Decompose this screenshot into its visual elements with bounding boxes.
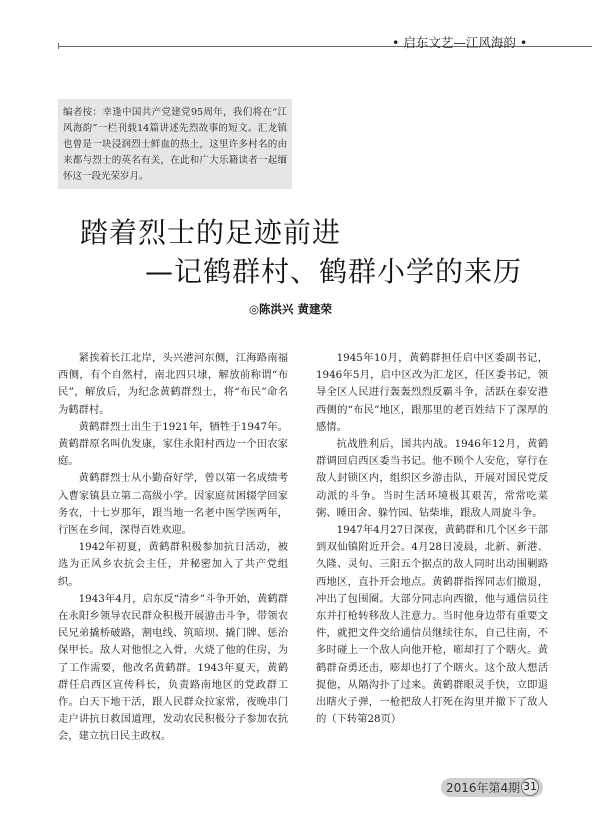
left-column [58, 350, 288, 746]
paragraph: 紧挨着长江北岸，头兴港河东侧，江海路南福西侧，有个自然村，南北四只埭，解放前称谓“布民”，解放后，为纪念黄鹤群烈士，将“布民”命名为鹤群村。 [58, 352, 288, 416]
paragraph: 1945年10月，黄鹤群担任启中区委副书记，1946年5月，启中区改为汇龙区，任区委书记，领导全区人民进行轰轰烈烈反霸斗争，活跃在泰安港西侧的“布民”地区，跟那里的老百姓结下了深厚的感情。 [316, 352, 548, 433]
paragraph: 1943年4月，启东反“清乡”斗争开始，黄鹤群在永阳乡领导农民群众积极开展游击斗争，带领农民兄弟撬桥破路，割电线、筑暗坝、撬门牌、惩治保甲长。敌人对他恨之入骨，火烧了他的住房，为了工作需要，他改名黄鹤群。1943年夏天，黄鹤群任启西区宣传科长，负责路南地区的党政群工作。白天下地干活，跟人民群众拉家常，夜晚串门走户讲抗日救国道理，发动农民积极分子参加农抗会，建立抗日民主政权。 [58, 592, 288, 743]
page-number: 31 [521, 778, 539, 796]
section-title: • 启东文艺—江风海韵 • [392, 35, 528, 50]
editor-note-box [58, 99, 292, 189]
paragraph: 1947年4月27日深夜，黄鹤群和几个区乡干部到双仙镇附近开会。4月28日凌晨，北新、新港、久隆、灵旬、三阳五个据点的敌人同时出动围剿路西地区，直扑开会地点。黄鹤群指挥同志们撤退，冲出了包围圈。大部分同志向西撤，他与通信员往东并打枪转移敌人注意力。当时他身边带有重要文件，就把文件交给通信员继续往东，自己往南，不多时碰上一个敌人向他开枪，嘭却打了个瞎火。黄鹤群奋勇还击，嘭却也打了个瞎火。这个敌人想活捉他，从隔沟扑了过来。黄鹤群眼灵手快，立即退出瞎火子弹，一枪把敌人打死在沟里并撤下了敌人的（下转第28页） [316, 524, 548, 726]
article-subtitle: —记鹤群村、鹤群小学的来历 [145, 255, 523, 288]
paragraph: 黄鹤群烈士从小勤奋好学，曾以第一名成绩考入曹家镇县立第二高级小学。因家庭贫困辍学回家务农，十七岁那年，跟当地一名老中医学医两年，行医在乡间，深得百姓欢迎。 [58, 472, 288, 537]
right-column [316, 350, 548, 728]
issue-label: 2016年第4期 [446, 781, 521, 795]
article-title: 踏着烈士的足迹前进 [80, 216, 342, 249]
paragraph: 1942年初夏，黄鹤群积极参加抗日活动，被选为正风乡农抗会主任，并秘密加入了共产党组织。 [58, 541, 288, 588]
byline: ◎陈洪兴 黄建荣 [249, 302, 333, 316]
paragraph: 抗战胜利后，国共内战。1946年12月，黄鹤群调回启西区委当书记。他不顾个人安危，穿行在敌人封锁区内，组织区乡游击队，开展对国民党反动派的斗争。当时生活环境极其艰苦，常常吃菜粥、睡田舍、躲竹园、钻柴堆，跟敌人周旋斗争。 [316, 438, 548, 519]
editor-note-text: 编者按：幸逢中国共产党建党95周年，我们将在“江风海韵”一栏刊载14篇讲述先烈故事的短文。汇龙镇也曾是一块浸润烈士鲜血的热土，这里许多村名的由来都与烈士的英名有关，在此和广大乐籍读者一起缅怀这一段光荣岁月。 [63, 107, 287, 182]
paragraph: 黄鹤群烈士出生于1921年，牺牲于1947年。黄鹤群原名叫仇发康，家住永阳村西边一个田农家庭。 [58, 420, 288, 468]
